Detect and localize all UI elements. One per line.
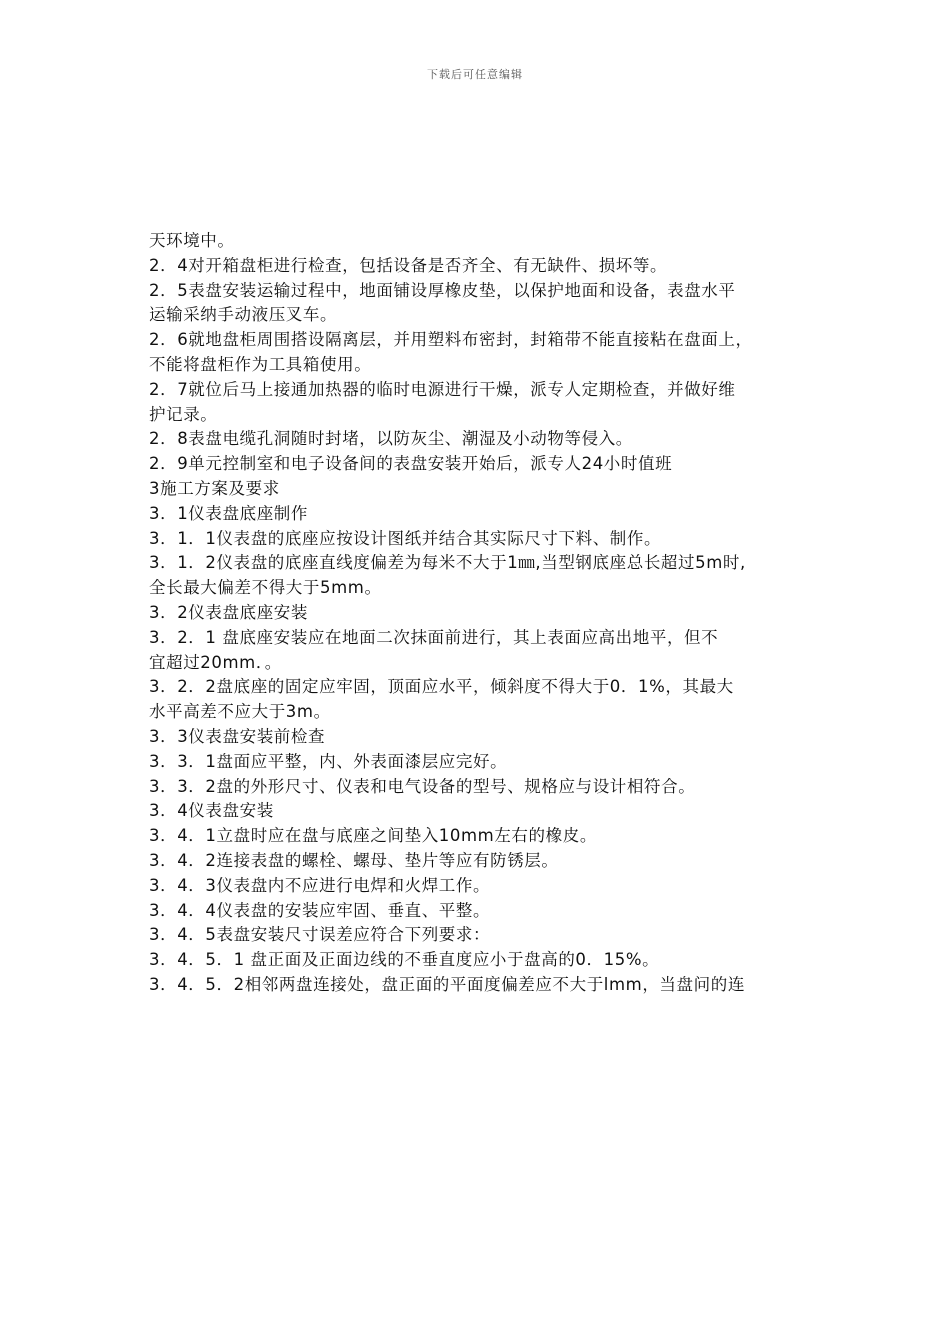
- text-line: 3．3．2盘的外形尺寸、仪表和电气设备的型号、规格应与设计相符合。: [149, 776, 696, 796]
- text-line: 运输采纳手动液压叉车。: [149, 305, 338, 325]
- text-line: 3．4．5．1 盘正面及正面边线的不垂直度应小于盘高的0．15%。: [149, 950, 660, 970]
- subsection-heading: 3．4仪表盘安装: [149, 801, 274, 821]
- text-line: 2．8表盘电缆孔洞随时封堵，以防灰尘、潮湿及小动物等侵入。: [149, 429, 633, 449]
- subsection-heading: 3．3仪表盘安装前检查: [149, 726, 326, 746]
- text-line: 3．4．5表盘安装尺寸误差应符合下列要求：: [149, 925, 491, 945]
- text-line: 3．2．1 盘底座安装应在地面二次抹面前进行，其上表面应高出地平，但不: [149, 627, 719, 647]
- text-line: 护记录。: [149, 404, 218, 424]
- text-line: 3．4．5．2相邻两盘连接处，盘正面的平面度偏差应不大于lmm，当盘问的连: [149, 974, 745, 994]
- text-line: 3．2．2盘底座的固定应牢固，顶面应水平，倾斜度不得大于0．1%，其最大: [149, 677, 734, 697]
- text-line: 3．3．1盘面应平整，内、外表面漆层应完好。: [149, 751, 508, 771]
- text-line: 不能将盘柜作为工具箱使用。: [149, 354, 372, 374]
- text-line: 2．5表盘安装运输过程中，地面铺设厚橡皮垫，以保护地面和设备，表盘水平: [149, 280, 736, 300]
- text-line: 天环境中。: [149, 231, 235, 250]
- text-line: 水平高差不应大于3m。: [149, 702, 331, 722]
- text-line: 全长最大偏差不得大于5mm。: [149, 578, 382, 598]
- text-line: 3．1．2仪表盘的底座直线度偏差为每米不大于1㎜,当型钢底座总长超过5m时,: [149, 553, 746, 573]
- text-line: 2．9单元控制室和电子设备间的表盘安装开始后，派专人24小时值班: [149, 454, 673, 474]
- text-line: 3．4．2连接表盘的螺栓、螺母、垫片等应有防锈层。: [149, 850, 559, 870]
- section-heading: 3施工方案及要求: [149, 478, 280, 498]
- text-line: 宜超过20mm．。: [149, 652, 282, 672]
- page-header: 下载后可任意编辑: [427, 68, 523, 81]
- text-line: 3．1．1仪表盘的底座应按设计图纸并结合其实际尺寸下料、制作。: [149, 528, 662, 548]
- text-line: 3．4．1立盘时应在盘与底座之间垫入10mm左右的橡皮。: [149, 826, 597, 846]
- document-body: [149, 229, 829, 998]
- text-line: 2．7就位后马上接通加热器的临时电源进行干燥，派专人定期检查，并做好维: [149, 379, 736, 399]
- text-line: 3．4．3仪表盘内不应进行电焊和火焊工作。: [149, 875, 491, 895]
- subsection-heading: 3．1仪表盘底座制作: [149, 503, 308, 523]
- text-line: 3．4．4仪表盘的安装应牢固、垂直、平整。: [149, 900, 491, 920]
- text-line: 2．6就地盘柜周围搭设隔离层，并用塑料布密封，封箱带不能直接粘在盘面上，: [149, 330, 753, 350]
- text-line: 2．4对开箱盘柜进行检查，包括设备是否齐全、有无缺件、损坏等。: [149, 255, 668, 275]
- subsection-heading: 3．2仪表盘底座安装: [149, 602, 308, 622]
